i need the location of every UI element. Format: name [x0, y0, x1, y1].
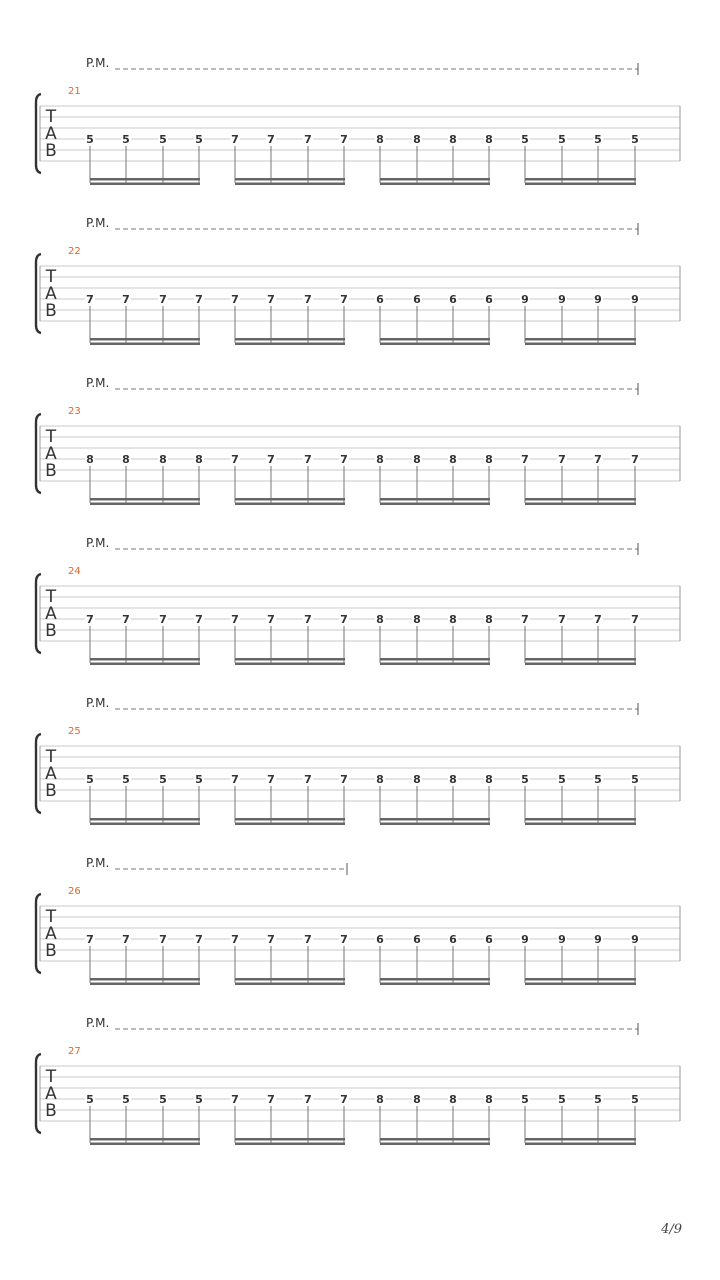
beam: [380, 818, 490, 821]
fret-number: 5: [631, 773, 639, 786]
fret-number: 6: [413, 933, 421, 946]
beam: [90, 658, 200, 661]
fret-number: 9: [558, 293, 566, 306]
beam: [525, 503, 636, 506]
tab-clef-letter: T: [45, 1067, 57, 1087]
beam: [235, 498, 345, 501]
tab-clef-letter: B: [45, 461, 57, 481]
fret-number: 7: [304, 133, 312, 146]
fret-number: 7: [340, 933, 348, 946]
beam: [525, 823, 636, 826]
beam: [90, 503, 200, 506]
beam: [380, 498, 490, 501]
beam: [235, 658, 345, 661]
tab-clef-letter: A: [45, 284, 57, 304]
beam: [380, 1143, 490, 1146]
beam: [235, 1143, 345, 1146]
tab-clef-letter: T: [45, 747, 57, 767]
page-number: 4/9: [661, 1222, 682, 1237]
fret-number: 5: [122, 773, 130, 786]
fret-number: 7: [159, 293, 167, 306]
fret-number: 7: [631, 453, 639, 466]
fret-number: 8: [376, 133, 384, 146]
fret-number: 8: [449, 773, 457, 786]
fret-number: 7: [340, 773, 348, 786]
beam: [235, 503, 345, 506]
fret-number: 7: [231, 1093, 239, 1106]
fret-number: 7: [231, 613, 239, 626]
fret-number: 7: [122, 293, 130, 306]
beam: [235, 818, 345, 821]
beam: [380, 178, 490, 181]
fret-number: 7: [304, 1093, 312, 1106]
measure-number: 21: [68, 86, 81, 97]
fret-number: 7: [340, 133, 348, 146]
fret-number: 6: [413, 293, 421, 306]
tab-clef-letter: B: [45, 781, 57, 801]
fret-number: 5: [521, 1093, 529, 1106]
fret-number: 7: [594, 613, 602, 626]
fret-number: 7: [594, 453, 602, 466]
fret-number: 7: [304, 933, 312, 946]
fret-number: 5: [159, 773, 167, 786]
fret-number: 8: [413, 133, 421, 146]
fret-number: 6: [449, 933, 457, 946]
tab-clef-letter: A: [45, 124, 57, 144]
fret-number: 8: [485, 1093, 493, 1106]
fret-number: 9: [631, 293, 639, 306]
fret-number: 8: [195, 453, 203, 466]
fret-number: 9: [594, 933, 602, 946]
fret-number: 9: [631, 933, 639, 946]
beam: [90, 1143, 200, 1146]
fret-number: 8: [376, 453, 384, 466]
beam: [525, 1143, 636, 1146]
fret-number: 8: [122, 453, 130, 466]
beam: [235, 978, 345, 981]
pm-label: P.M.: [86, 536, 110, 550]
fret-number: 8: [485, 133, 493, 146]
fret-number: 5: [594, 1093, 602, 1106]
tab-clef-letter: B: [45, 141, 57, 161]
fret-number: 7: [521, 453, 529, 466]
fret-number: 5: [521, 133, 529, 146]
fret-number: 7: [231, 133, 239, 146]
fret-number: 8: [413, 613, 421, 626]
fret-number: 7: [267, 613, 275, 626]
fret-number: 7: [267, 773, 275, 786]
beam: [90, 498, 200, 501]
beam: [380, 663, 490, 666]
tab-clef-letter: B: [45, 301, 57, 321]
beam: [525, 1138, 636, 1141]
beam: [235, 983, 345, 986]
pm-label: P.M.: [86, 856, 110, 870]
fret-number: 7: [304, 773, 312, 786]
fret-number: 7: [267, 453, 275, 466]
beam: [380, 183, 490, 186]
fret-number: 7: [86, 933, 94, 946]
fret-number: 5: [122, 1093, 130, 1106]
fret-number: 7: [267, 133, 275, 146]
fret-number: 7: [631, 613, 639, 626]
fret-number: 8: [413, 773, 421, 786]
beam: [235, 1138, 345, 1141]
fret-number: 8: [449, 453, 457, 466]
fret-number: 8: [376, 1093, 384, 1106]
fret-number: 7: [231, 933, 239, 946]
fret-number: 7: [159, 933, 167, 946]
fret-number: 9: [558, 933, 566, 946]
tab-clef-letter: B: [45, 941, 57, 961]
tab-clef-letter: B: [45, 621, 57, 641]
beam: [380, 503, 490, 506]
pm-label: P.M.: [86, 376, 110, 390]
fret-number: 7: [304, 453, 312, 466]
measure-number: 27: [68, 1046, 81, 1057]
fret-number: 7: [340, 613, 348, 626]
fret-number: 7: [159, 613, 167, 626]
fret-number: 5: [86, 773, 94, 786]
measure-number: 23: [68, 406, 81, 417]
fret-number: 7: [231, 293, 239, 306]
tab-clef-letter: A: [45, 444, 57, 464]
fret-number: 5: [631, 1093, 639, 1106]
beam: [90, 183, 200, 186]
beam: [525, 978, 636, 981]
beam: [235, 183, 345, 186]
tab-clef-letter: B: [45, 1101, 57, 1121]
fret-number: 7: [304, 613, 312, 626]
fret-number: 7: [267, 293, 275, 306]
fret-number: 7: [122, 613, 130, 626]
beam: [525, 498, 636, 501]
fret-number: 7: [267, 933, 275, 946]
beam: [90, 343, 200, 346]
fret-number: 8: [449, 613, 457, 626]
fret-number: 8: [376, 773, 384, 786]
tab-clef-letter: A: [45, 764, 57, 784]
fret-number: 7: [231, 773, 239, 786]
measure-number: 24: [68, 566, 81, 577]
measure-number: 25: [68, 726, 81, 737]
beam: [235, 178, 345, 181]
fret-number: 9: [521, 933, 529, 946]
tab-clef-letter: T: [45, 427, 57, 447]
fret-number: 5: [86, 133, 94, 146]
beam: [525, 178, 636, 181]
fret-number: 7: [558, 613, 566, 626]
fret-number: 8: [159, 453, 167, 466]
fret-number: 7: [340, 1093, 348, 1106]
beam: [380, 823, 490, 826]
tab-clef-letter: A: [45, 1084, 57, 1104]
beam: [380, 338, 490, 341]
tab-clef-letter: A: [45, 924, 57, 944]
measure-number: 22: [68, 246, 81, 257]
beam: [90, 818, 200, 821]
fret-number: 7: [195, 613, 203, 626]
beam: [90, 1138, 200, 1141]
tab-clef-letter: T: [45, 907, 57, 927]
fret-number: 5: [86, 1093, 94, 1106]
fret-number: 8: [376, 613, 384, 626]
beam: [525, 983, 636, 986]
fret-number: 5: [558, 133, 566, 146]
fret-number: 7: [122, 933, 130, 946]
fret-number: 8: [485, 613, 493, 626]
fret-number: 8: [413, 1093, 421, 1106]
tab-clef-letter: T: [45, 587, 57, 607]
fret-number: 8: [485, 773, 493, 786]
fret-number: 5: [631, 133, 639, 146]
fret-number: 5: [195, 1093, 203, 1106]
fret-number: 7: [231, 453, 239, 466]
beam: [235, 338, 345, 341]
fret-number: 5: [594, 133, 602, 146]
fret-number: 5: [159, 1093, 167, 1106]
beam: [235, 823, 345, 826]
tab-clef-letter: A: [45, 604, 57, 624]
fret-number: 5: [521, 773, 529, 786]
beam: [380, 983, 490, 986]
beam: [90, 983, 200, 986]
beam: [90, 663, 200, 666]
pm-label: P.M.: [86, 1016, 110, 1030]
fret-number: 7: [267, 1093, 275, 1106]
beam: [90, 823, 200, 826]
pm-label: P.M.: [86, 56, 110, 70]
fret-number: 5: [594, 773, 602, 786]
fret-number: 7: [195, 933, 203, 946]
measure-number: 26: [68, 886, 81, 897]
beam: [525, 663, 636, 666]
beam: [90, 178, 200, 181]
beam: [380, 343, 490, 346]
fret-number: 7: [558, 453, 566, 466]
fret-number: 7: [521, 613, 529, 626]
beam: [380, 1138, 490, 1141]
beam: [525, 183, 636, 186]
beam: [380, 658, 490, 661]
fret-number: 8: [449, 133, 457, 146]
fret-number: 7: [340, 453, 348, 466]
fret-number: 8: [413, 453, 421, 466]
beam: [235, 663, 345, 666]
fret-number: 8: [449, 1093, 457, 1106]
fret-number: 6: [376, 293, 384, 306]
fret-number: 5: [558, 1093, 566, 1106]
fret-number: 7: [86, 293, 94, 306]
fret-number: 7: [304, 293, 312, 306]
pm-label: P.M.: [86, 696, 110, 710]
fret-number: 7: [195, 293, 203, 306]
pm-label: P.M.: [86, 216, 110, 230]
fret-number: 9: [594, 293, 602, 306]
tab-clef-letter: T: [45, 267, 57, 287]
fret-number: 5: [558, 773, 566, 786]
fret-number: 5: [195, 133, 203, 146]
fret-number: 6: [485, 933, 493, 946]
beam: [525, 338, 636, 341]
beam: [525, 818, 636, 821]
fret-number: 9: [521, 293, 529, 306]
fret-number: 7: [340, 293, 348, 306]
beam: [525, 658, 636, 661]
beam: [90, 978, 200, 981]
beam: [380, 978, 490, 981]
fret-number: 5: [122, 133, 130, 146]
fret-number: 8: [485, 453, 493, 466]
fret-number: 6: [376, 933, 384, 946]
fret-number: 8: [86, 453, 94, 466]
fret-number: 7: [86, 613, 94, 626]
fret-number: 5: [195, 773, 203, 786]
beam: [235, 343, 345, 346]
fret-number: 6: [449, 293, 457, 306]
fret-number: 6: [485, 293, 493, 306]
fret-number: 5: [159, 133, 167, 146]
beam: [525, 343, 636, 346]
tab-clef-letter: T: [45, 107, 57, 127]
beam: [90, 338, 200, 341]
